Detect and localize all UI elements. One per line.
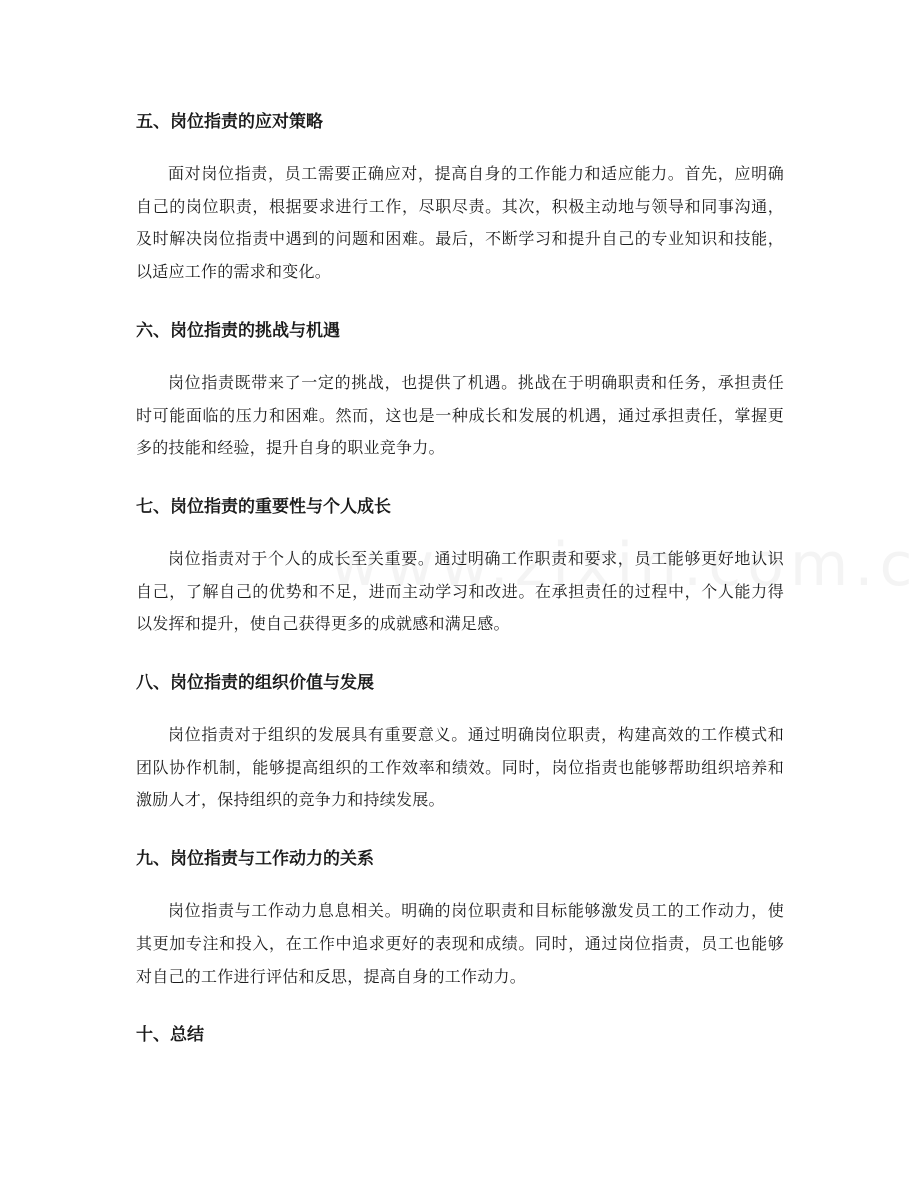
section-6-title: 六、岗位指责的挑战与机遇 [136,320,340,341]
section-10-title: 十、总结 [136,1025,204,1046]
section-9-title: 九、岗位指责与工作动力的关系 [136,849,374,870]
section-5-paragraph: 面对岗位指责，员工需要正确应对，提高自身的工作能力和适应能力。首先，应明确自己的岗位职责，根据要求进行工作，尽职尽责。其次，积极主动地与领导和同事沟通，及时解决岗位指责中遇到的问题和困难。最后，不断学习和提升自己的专业知识和技能，以适应工作的需求和变化。 [136,164,784,282]
section-7-title: 七、岗位指责的重要性与个人成长 [136,496,391,517]
section-9-paragraph: 岗位指责与工作动力息息相关。明确的岗位职责和目标能够激发员工的工作动力，使其更加专注和投入，在工作中追求更好的表现和成绩。同时，通过岗位指责，员工也能够对自己的工作进行评估和反思，提高自身的工作动力。 [136,901,784,986]
section-6-paragraph: 岗位指责既带来了一定的挑战，也提供了机遇。挑战在于明确职责和任务，承担责任时可能面临的压力和困难。然而，这也是一种成长和发展的机遇，通过承担责任，掌握更多的技能和经验，提升自身的职业竞争力。 [136,372,784,458]
section-7-paragraph: 岗位指责对于个人的成长至关重要。通过明确工作职责和要求，员工能够更好地认识自己，了解自己的优势和不足，进而主动学习和改进。在承担责任的过程中，个人能力得以发挥和提升，使自己获得更多的成就感和满足感。 [136,548,784,634]
document-body [136,104,784,1071]
section-5-title: 五、岗位指责的应对策略 [136,112,323,132]
section-8-title: 八、岗位指责的组织价值与发展 [136,673,374,694]
section-8-paragraph: 岗位指责对于组织的发展具有重要意义。通过明确岗位职责，构建高效的工作模式和团队协作机制，能够提高组织的工作效率和绩效。同时，岗位指责也能够帮助组织培养和激励人才，保持组织的竞争力和持续发展。 [136,725,784,810]
